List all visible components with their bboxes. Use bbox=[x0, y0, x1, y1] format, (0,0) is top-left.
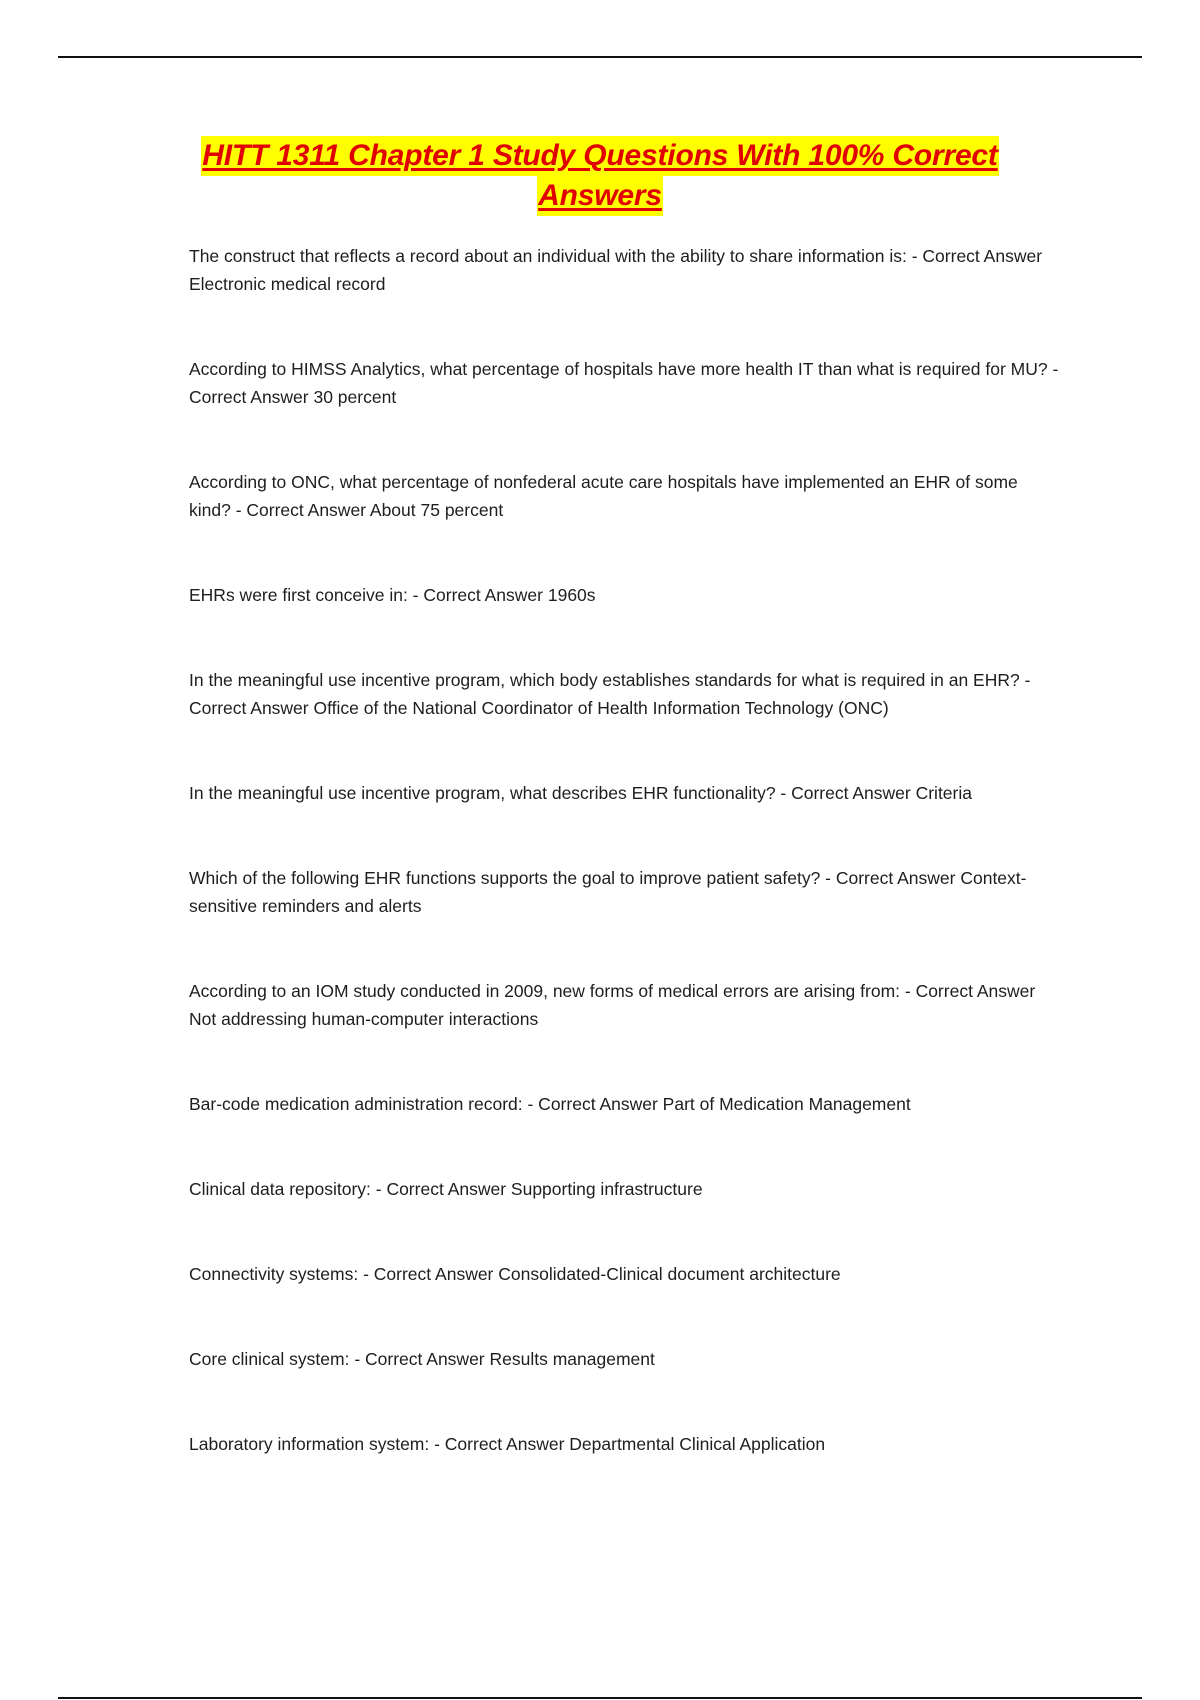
qa-item: In the meaningful use incentive program, what describes EHR functionality? - Correct Answer Criteria bbox=[189, 783, 972, 803]
qa-item: Core clinical system: - Correct Answer Results management bbox=[189, 1349, 655, 1369]
qa-item: EHRs were first conceive in: - Correct Answer 1960s bbox=[189, 585, 596, 605]
qa-item: Which of the following EHR functions supports the goal to improve patient safety? - Correct Answer Context-sensitive reminders and alerts bbox=[189, 868, 1027, 916]
title-line-1: HITT 1311 Chapter 1 Study Questions With 100% Correct bbox=[201, 136, 998, 176]
qa-item: Connectivity systems: - Correct Answer Consolidated-Clinical document architecture bbox=[189, 1264, 841, 1284]
bottom-rule bbox=[58, 1697, 1142, 1699]
qa-item: Clinical data repository: - Correct Answer Supporting infrastructure bbox=[189, 1179, 703, 1199]
title-line-2: Answers bbox=[537, 176, 663, 216]
document-title bbox=[0, 136, 1200, 216]
qa-item: Bar-code medication administration record: - Correct Answer Part of Medication Management bbox=[189, 1094, 911, 1114]
top-rule bbox=[58, 56, 1142, 58]
qa-item: According to ONC, what percentage of nonfederal acute care hospitals have implemented an EHR of some kind? - Correct Answer About 75 percent bbox=[189, 472, 1018, 520]
qa-item: According to HIMSS Analytics, what percentage of hospitals have more health IT than what is required for MU? - Correct Answer 30 percent bbox=[189, 359, 1059, 407]
qa-list bbox=[189, 242, 1059, 1458]
qa-item: Laboratory information system: - Correct Answer Departmental Clinical Application bbox=[189, 1434, 826, 1454]
qa-item: The construct that reflects a record about an individual with the ability to share information is: - Correct Answer Electronic medical record bbox=[189, 246, 1043, 294]
qa-item: In the meaningful use incentive program, which body establishes standards for what is required in an EHR? - Correct Answer Office of the National Coordinator of Health Information Technology (ONC) bbox=[189, 670, 1031, 718]
qa-item: According to an IOM study conducted in 2009, new forms of medical errors are arising from: - Correct Answer Not addressing human-computer interactions bbox=[189, 981, 1036, 1029]
